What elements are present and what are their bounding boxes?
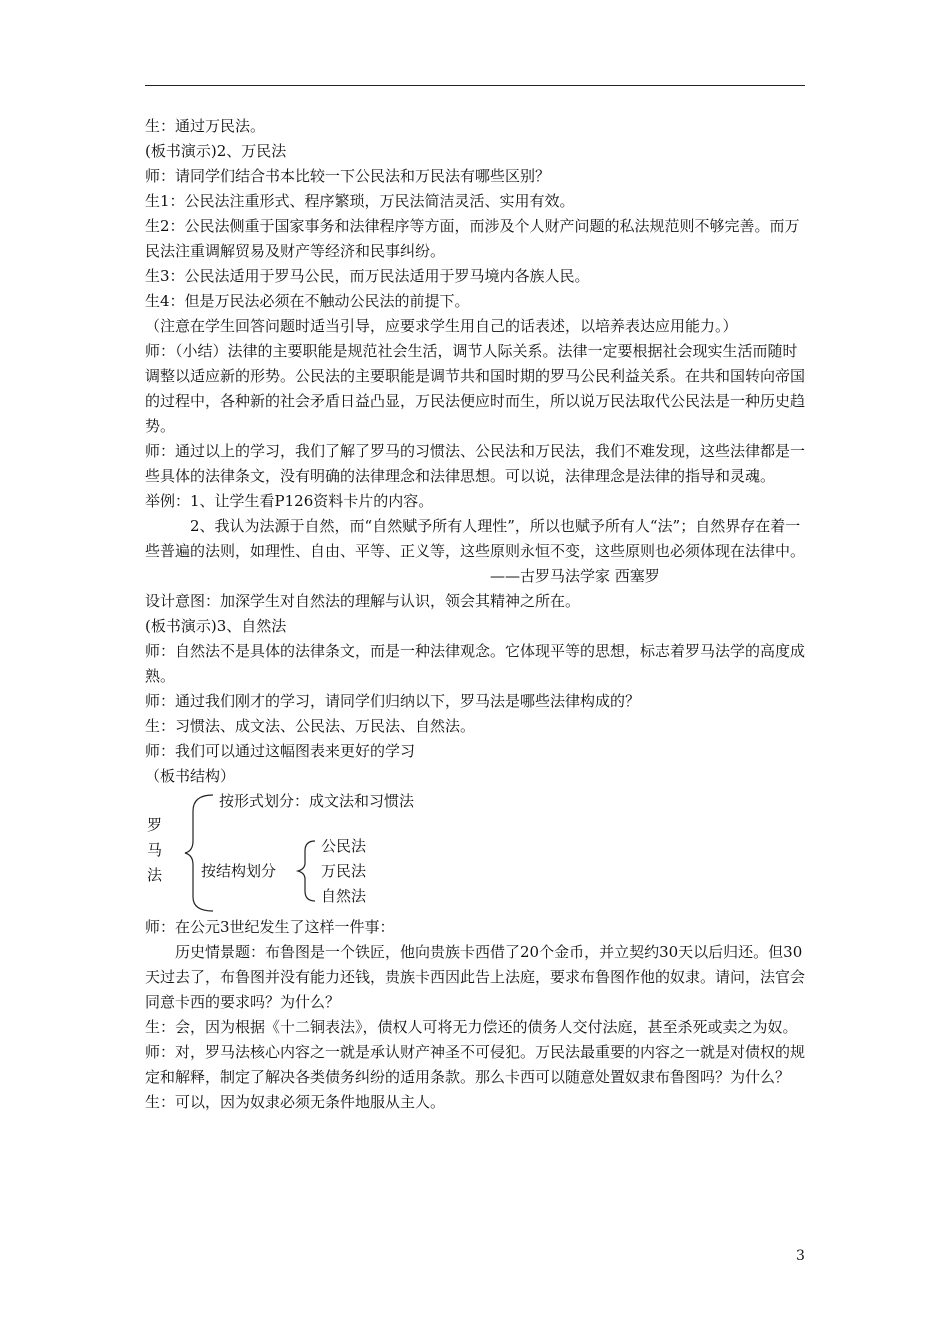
left-brace: [185, 795, 213, 911]
paragraph: 生4：但是万民法必须在不触动公民法的前提下。: [145, 292, 470, 310]
by-structure-label: 按结构划分: [201, 862, 277, 880]
document-body: [145, 114, 810, 1115]
paragraph: 师：我们可以通过这幅图表来更好的学习: [145, 742, 416, 760]
paragraph: 师：对，罗马法核心内容之一就是承认财产神圣不可侵犯。万民法最重要的内容之一就是对债权的规定和解释，制定了解决各类债务纠纷的适用条款。那么卡西可以随意处置奴隶布鲁图吗？为什么？: [145, 1043, 806, 1086]
paragraph: 举例：1、让学生看P126资料卡片的内容。: [145, 492, 434, 510]
paragraph: (板书演示)2、万民法: [145, 142, 287, 160]
structure-item: 公民法: [321, 837, 367, 855]
paragraph: 师：（小结）法律的主要职能是规范社会生活，调节人际关系。法律一定要根据社会现实生活而随时调整以适应新的形势。公民法的主要职能是调节共和国时期的罗马公民利益关系。在共和国转向帝国的过程中，各种新的社会矛盾日益凸显，万民法便应时而生，所以说万民法取代公民法是一种历史趋势。: [145, 342, 806, 435]
root-char: 马: [147, 841, 163, 859]
paragraph: 师：请同学们结合书本比较一下公民法和万民法有哪些区别？: [145, 167, 551, 185]
structure-item: 万民法: [321, 862, 367, 880]
paragraph: 生2：公民法侧重于国家事务和法律程序等方面，而涉及个人财产问题的私法规范则不够完善。而万民法注重调解贸易及财产等经济和民事纠纷。: [145, 217, 800, 260]
header-rule: [145, 85, 805, 86]
by-form-label: 按形式划分：成文法和习惯法: [219, 792, 415, 810]
page-number: 3: [796, 1248, 805, 1264]
paragraph: 生1：公民法注重形式、程序繁琐，万民法简洁灵活、实用有效。: [145, 192, 575, 210]
paragraph: 师：在公元3世纪发生了这样一件事：: [145, 918, 395, 936]
root-char: 法: [147, 866, 163, 884]
root-char: 罗: [147, 816, 163, 834]
structure-item: 自然法: [321, 887, 367, 905]
paragraph: 生：通过万民法。: [145, 117, 266, 135]
paragraph: 生3：公民法适用于罗马公民，而万民法适用于罗马境内各族人民。: [145, 267, 590, 285]
right-brace: [298, 841, 315, 901]
paragraph: （注意在学生回答问题时适当引导，应要求学生用自己的话表述，以培养表达应用能力。）: [145, 317, 738, 335]
paragraph: 生：会，因为根据《十二铜表法》，债权人可将无力偿还的债务人交付法庭，甚至杀死或卖之为奴。: [145, 1018, 798, 1036]
paragraph: 师：通过我们刚才的学习，请同学们归纳以下，罗马法是哪些法律构成的？: [145, 692, 641, 710]
paragraph: 历史情景题：布鲁图是一个铁匠，他向贵族卡西借了20个金币，并立契约30天以后归还。但30天过去了，布鲁图并没有能力还钱，贵族卡西因此告上法庭，要求布鲁图作他的奴隶。请问，法官会同意卡西的要求吗？为什么？: [145, 943, 806, 1011]
paragraph: (板书演示)3、自然法: [145, 617, 287, 635]
paragraph: 设计意图：加深学生对自然法的理解与认识，领会其精神之所在。: [145, 592, 581, 610]
paragraph: 生：可以，因为奴隶必须无条件地服从主人。: [145, 1093, 446, 1111]
board-structure-diagram: [145, 789, 810, 915]
attribution: ——古罗马法学家 西塞罗: [490, 567, 660, 585]
paragraph: （板书结构）: [145, 767, 236, 785]
paragraph: 师：自然法不是具体的法律条文，而是一种法律观念。它体现平等的思想，标志着罗马法学的高度成熟。: [145, 642, 806, 685]
paragraph: 2、我认为法源于自然，而“自然赋予所有人理性”，所以也赋予所有人“法”；自然界存在着一些普遍的法则，如理性、自由、平等、正义等，这些原则永恒不变，这些原则也必须体现在法律中。: [145, 517, 806, 560]
paragraph: 师：通过以上的学习，我们了解了罗马的习惯法、公民法和万民法，我们不难发现，这些法律都是一些具体的法律条文，没有明确的法律理念和法律思想。可以说，法律理念是法律的指导和灵魂。: [145, 442, 806, 485]
paragraph: 生：习惯法、成文法、公民法、万民法、自然法。: [145, 717, 476, 735]
